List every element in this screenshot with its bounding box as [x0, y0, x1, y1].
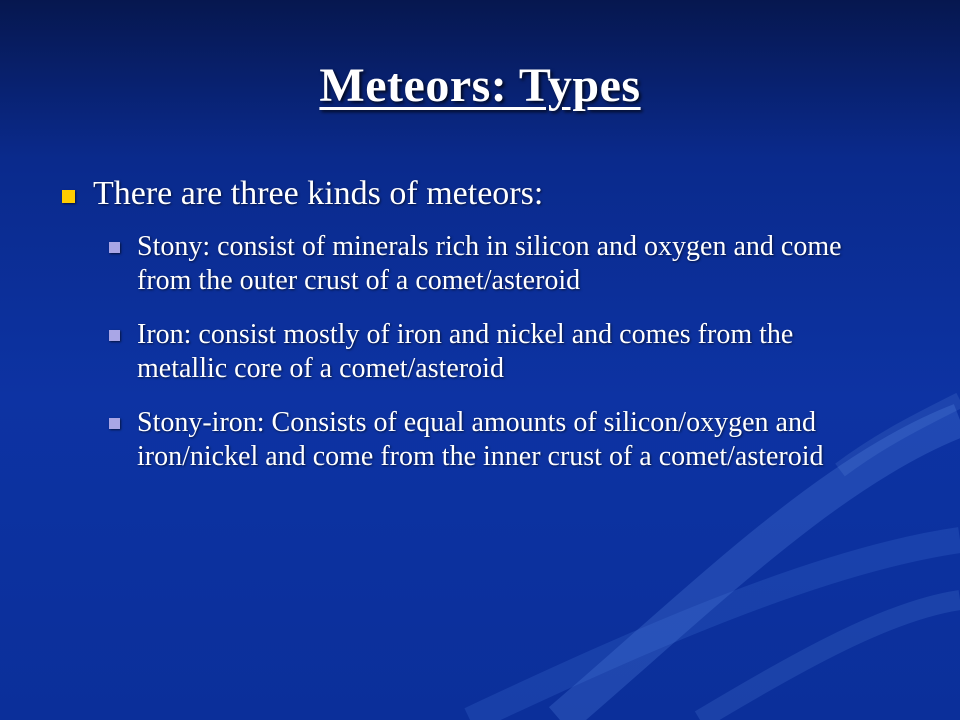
square-bullet-icon [109, 330, 120, 341]
sub-bullet-text: Iron: consist mostly of iron and nickel and comes from the metallic core of a comet/asteroid [137, 319, 794, 384]
sub-bullet-list [107, 230, 900, 474]
sub-bullet-item-iron [107, 318, 857, 386]
slide-title: Meteors: Types [319, 59, 641, 112]
sub-bullet-text: Stony: consist of minerals rich in silicon and oxygen and come from the outer crust of a comet/asteroid [137, 231, 842, 296]
square-bullet-icon [62, 190, 75, 203]
square-bullet-icon [109, 418, 120, 429]
square-bullet-icon [109, 242, 120, 253]
bullet-item-level1 [60, 174, 900, 214]
bullet-text: There are three kinds of meteors: [93, 175, 544, 212]
sub-bullet-item-stony [107, 230, 857, 298]
bullet-list [60, 174, 900, 494]
sub-bullet-item-stony-iron [107, 406, 857, 474]
sub-bullet-text: Stony-iron: Consists of equal amounts of silicon/oxygen and iron/nickel and come from the inner crust of a comet/asteroid [137, 407, 824, 472]
